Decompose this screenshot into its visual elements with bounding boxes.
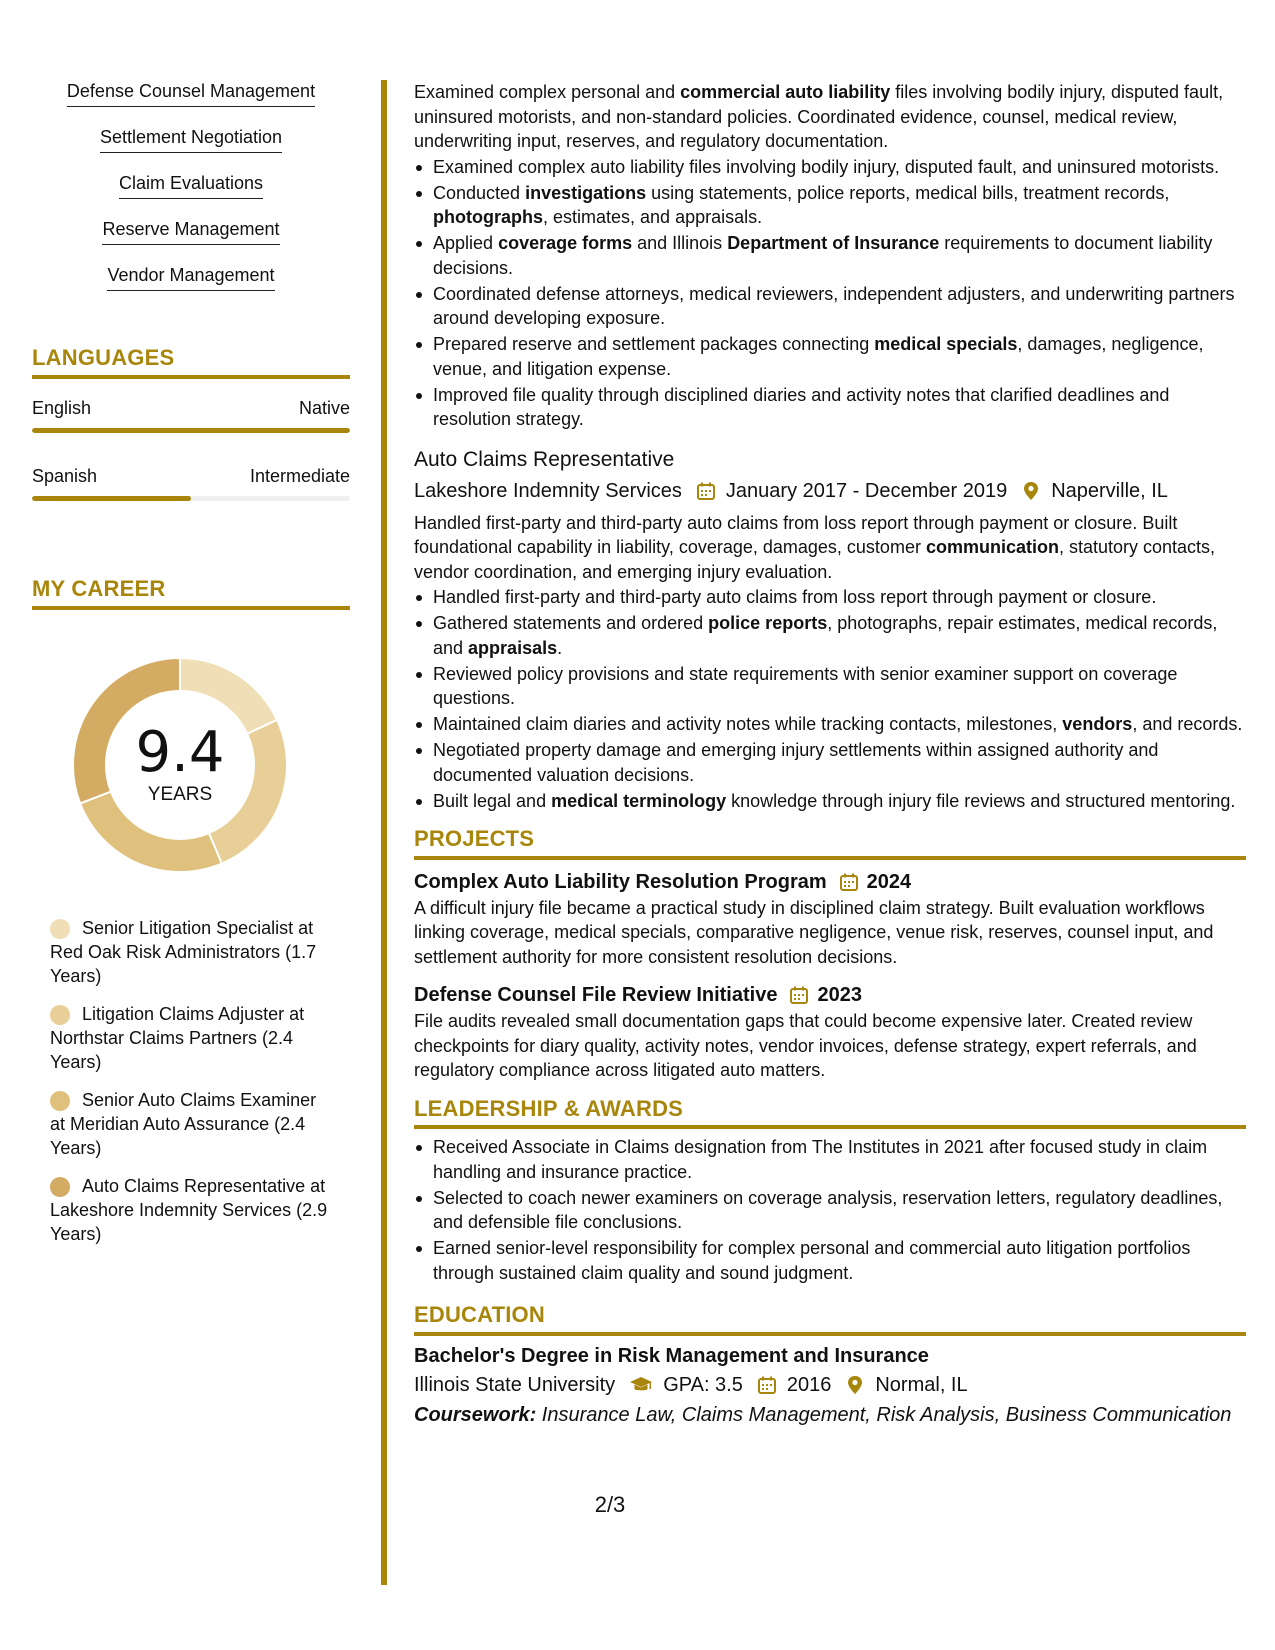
career-legend (50, 916, 335, 1246)
bullet-item: Conducted investigations using statements, police reports, medical bills, treatment records, photographs, estimates, and appraisals. (414, 181, 1246, 230)
career-legend-item: Litigation Claims Adjuster at Northstar Claims Partners (2.4 Years) (50, 1004, 305, 1072)
school-name: Illinois State University (414, 1373, 616, 1396)
bullet-item: Examined complex auto liability files involving bodily injury, disputed fault, and uninsured motorists. (414, 155, 1246, 180)
leadership-list (414, 1135, 1246, 1285)
career-total-unit: YEARS (147, 784, 213, 805)
graduation-year: 2016 (786, 1373, 832, 1396)
language-level: Native (298, 398, 350, 418)
language-proficiency-fill (32, 496, 191, 501)
location-pin-icon (845, 1375, 865, 1395)
project-year: 2024 (866, 870, 912, 893)
degree-title: Bachelor's Degree in Risk Management and Insurance (414, 1344, 929, 1367)
job-bullets (414, 155, 1246, 432)
calendar-icon (696, 481, 716, 501)
project-title: Complex Auto Liability Resolution Program 2024 (414, 868, 1246, 896)
legend-dot (50, 1005, 70, 1025)
leadership-heading: LEADERSHIP & AWARDS (414, 1097, 1246, 1130)
leadership-item: Earned senior-level responsibility for complex personal and commercial auto litigation portfolios through sustained claim quality and sound judgment. (414, 1236, 1246, 1285)
calendar-icon (839, 872, 859, 892)
bullet-item: Coordinated defense attorneys, medical reviewers, independent adjusters, and underwriting partners around developing exposure. (414, 282, 1246, 331)
job-summary: Examined complex personal and commercial auto liability files involving bodily injury, disputed fault, uninsured motorists, and non-standard policies. Coordinated evidence, counsel, medical review, underwriting input, reserves, and regulatory documentation. (414, 82, 1224, 151)
company-name: Lakeshore Indemnity Services (414, 479, 682, 502)
skill-item: Claim Evaluations (119, 172, 263, 199)
page-number: 2/3 (594, 1492, 626, 1517)
coursework: Coursework: Insurance Law, Claims Management, Risk Analysis, Business Communication (414, 1403, 1232, 1426)
leadership-item: Selected to coach newer examiners on coverage analysis, reservation letters, regulatory deadlines, and defensible file conclusions. (414, 1186, 1246, 1235)
job-title: Auto Claims Representative (414, 447, 675, 471)
graduation-cap-icon (629, 1375, 653, 1395)
project-description: A difficult injury file became a practical study in disciplined claim strategy. Built evaluation workflows linking coverage, medical specials, comparative negligence, venue risk, reserves, counsel input, and settlement authority for more consistent resolution decisions. (414, 897, 1214, 967)
bullet-item: Built legal and medical terminology knowledge through injury file reviews and structured mentoring. (414, 789, 1246, 814)
calendar-icon (757, 1375, 777, 1395)
skill-item: Vendor Management (107, 264, 274, 291)
career-donut-chart (65, 650, 295, 880)
language-item (32, 465, 350, 501)
language-level: Intermediate (249, 466, 350, 486)
skill-item: Settlement Negotiation (100, 126, 282, 153)
bullet-item: Applied coverage forms and Illinois Department of Insurance requirements to document liability decisions. (414, 231, 1246, 280)
project-title: Defense Counsel File Review Initiative 2023 (414, 981, 1246, 1009)
job-meta (414, 477, 1246, 505)
job-location: Naperville, IL (1051, 479, 1168, 502)
education-meta (414, 1371, 1246, 1399)
calendar-icon (789, 985, 809, 1005)
school-location: Normal, IL (875, 1373, 968, 1396)
bullet-item: Improved file quality through disciplined diaries and activity notes that clarified deadlines and resolution strategy. (414, 383, 1246, 432)
project-description: File audits revealed small documentation gaps that could become expensive later. Created review checkpoints for diary quality, activity notes, vendor invoices, defense strategy, expert referrals, and regulatory compliance across litigated auto matters. (414, 1011, 1197, 1080)
career-heading: MY CAREER (32, 576, 350, 610)
language-name: Spanish (32, 466, 98, 486)
language-item (32, 397, 350, 433)
skill-item: Defense Counsel Management (67, 80, 315, 107)
location-pin-icon (1021, 481, 1041, 501)
sidebar (32, 80, 350, 1260)
bullet-item: Handled first-party and third-party auto claims from loss report through payment or closure. (414, 585, 1246, 610)
column-divider (381, 80, 387, 1585)
projects-heading: PROJECTS (414, 827, 1246, 860)
bullet-item: Negotiated property damage and emerging injury settlements within assigned authority and documented valuation decisions. (414, 738, 1246, 787)
career-legend-item: Senior Litigation Specialist at Red Oak Risk Administrators (1.7 Years) (50, 918, 317, 986)
language-proficiency-bar (32, 496, 350, 501)
project-year: 2023 (817, 984, 862, 1006)
bullet-item: Gathered statements and ordered police reports, photographs, repair estimates, medical records, and appraisals. (414, 611, 1246, 660)
language-proficiency-bar (32, 428, 350, 433)
bullet-item: Prepared reserve and settlement packages connecting medical specials, damages, negligence, venue, and litigation expense. (414, 332, 1246, 381)
legend-dot (50, 1177, 70, 1197)
skill-item: Reserve Management (102, 218, 279, 245)
legend-dot (50, 919, 70, 939)
skills-list (32, 80, 350, 310)
language-name: English (32, 398, 92, 418)
legend-dot (50, 1091, 70, 1111)
bullet-item: Maintained claim diaries and activity notes while tracking contacts, milestones, vendors, and records. (414, 712, 1246, 737)
main-content (414, 80, 1246, 1429)
career-total-value: 9.4 (135, 720, 225, 785)
job-summary: Handled first-party and third-party auto claims from loss report through payment or closure. Built foundational capability in liability, coverage, damages, customer communication, statutory contacts, vendor coordination, and emerging injury evaluation. (414, 512, 1216, 582)
education-heading: EDUCATION (414, 1303, 1246, 1336)
job-dates: January 2017 - December 2019 (725, 479, 1008, 502)
job-bullets (414, 585, 1246, 813)
languages-heading: LANGUAGES (32, 345, 350, 379)
gpa: GPA: 3.5 (663, 1373, 743, 1396)
bullet-item: Reviewed policy provisions and state requirements with senior examiner support on coverage questions. (414, 662, 1246, 711)
career-legend-item: Senior Auto Claims Examiner at Meridian Auto Assurance (2.4 Years) (50, 1090, 317, 1158)
language-proficiency-fill (32, 428, 350, 433)
career-legend-item: Auto Claims Representative at Lakeshore Indemnity Services (2.9 Years) (50, 1176, 328, 1244)
leadership-item: Received Associate in Claims designation from The Institutes in 2021 after focused study in claim handling and insurance practice. (414, 1135, 1246, 1184)
